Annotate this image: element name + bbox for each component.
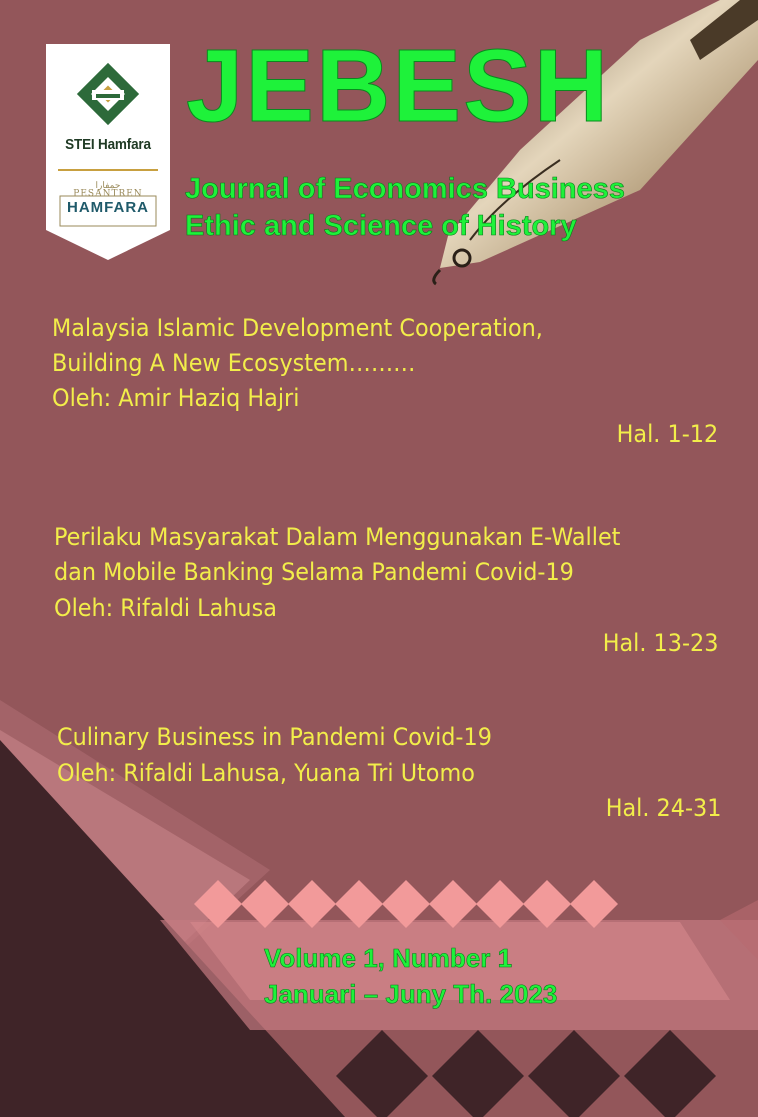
article-pages: Hal. 24-31 bbox=[605, 794, 721, 822]
article-title-line: Malaysia Islamic Development Cooperation, bbox=[52, 314, 543, 342]
pesantren-label: PESANTREN bbox=[73, 189, 143, 199]
article-pages: Hal. 13-23 bbox=[602, 629, 718, 657]
journal-acronym: JEBESH bbox=[186, 28, 611, 143]
article-title-line: Culinary Business in Pandemi Covid-19 bbox=[57, 723, 492, 751]
article-title-line: Perilaku Masyarakat Dalam Menggunakan E-Wallet bbox=[54, 523, 621, 551]
stei-hamfara-label: STEI Hamfara bbox=[65, 136, 151, 153]
dark-diamond-row bbox=[330, 1020, 758, 1117]
article-author: Oleh: Rifaldi Lahusa bbox=[54, 594, 277, 622]
pink-diamond-row bbox=[190, 876, 620, 932]
hamfara-label: HAMFARA bbox=[67, 199, 149, 216]
article-author: Oleh: Rifaldi Lahusa, Yuana Tri Utomo bbox=[57, 759, 475, 787]
logo-arabic-text: حمفارا bbox=[95, 181, 121, 191]
journal-subtitle-line2: Ethic and Science of History bbox=[185, 210, 577, 242]
article-pages: Hal. 1-12 bbox=[616, 420, 718, 448]
article-title-line: dan Mobile Banking Selama Pandemi Covid-19 bbox=[54, 558, 574, 586]
journal-subtitle-line1: Journal of Economics Business bbox=[185, 173, 625, 205]
article-author: Oleh: Amir Haziq Hajri bbox=[52, 384, 300, 412]
issue-period: Januari – Juny Th. 2023 bbox=[264, 979, 558, 1009]
article-title-line: Building A New Ecosystem……… bbox=[52, 349, 416, 377]
issue-volume: Volume 1, Number 1 bbox=[264, 943, 513, 973]
